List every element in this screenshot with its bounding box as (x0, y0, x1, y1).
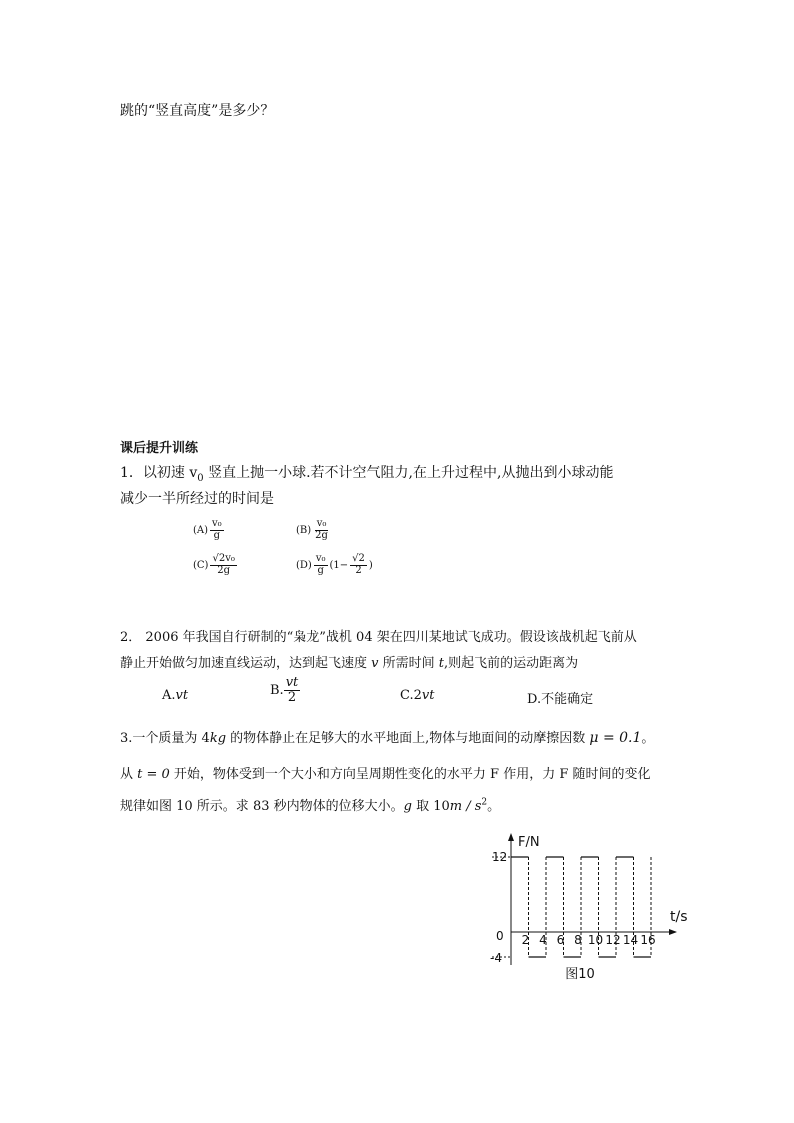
q3-line3-unit: m / s (449, 799, 482, 814)
q1-option-b-frac (313, 519, 330, 541)
q2-option-c (400, 688, 434, 703)
q2-option-d: D.不能确定 (527, 692, 594, 707)
x-tick-label: 14 (622, 933, 639, 947)
q1-option-a-num: v₀ (212, 518, 222, 529)
q2-line2 (120, 652, 578, 671)
q1-option-c-den: 2g (217, 564, 231, 576)
q1-line2: 减少一半所经过的时间是 (120, 491, 274, 507)
q1-line1-suffix: 竖直上抛一小球.若不计空气阻力,在上升过程中,从抛出到小球动能 (203, 465, 614, 481)
q1-option-d-frac (314, 554, 328, 576)
q1-option-b (296, 519, 330, 541)
q1-line1 (120, 462, 613, 484)
q1-option-a (193, 519, 224, 541)
q3-line3-a: 规律如图 10 所示。求 83 秒内物体的位移大小。 (120, 799, 404, 814)
x-tick-label: 4 (539, 933, 547, 947)
x-tick-label: 2 (521, 933, 530, 947)
q1-option-d-end: ) (368, 559, 373, 571)
section-title: 课后提升训练 (120, 441, 199, 456)
q2-option-a-val: vt (175, 688, 189, 703)
q2-line2-c: ,则起飞前的运动距离为 (444, 656, 579, 671)
y-axis-arrow (508, 833, 514, 841)
q1-option-c (193, 554, 237, 576)
x-tick-label: 16 (640, 933, 656, 947)
q3-line2-a: 从 (120, 767, 138, 782)
q2-option-c-val: vt (421, 688, 435, 703)
q3-line2-b: 开始，物体受到一个大小和方向呈周期性变化的水平力 F 作用，力 F 随时间的变化 (169, 767, 651, 782)
q2-option-b (270, 676, 300, 704)
y-tick-minus4: -4 (490, 951, 502, 965)
q1-line1-prefix: 1．以初速 v (120, 465, 198, 481)
figure-caption: 图10 (565, 967, 595, 982)
q1-option-d-num2: √2 (352, 553, 365, 564)
q3-line1 (120, 727, 654, 746)
x-tick-label: 10 (587, 933, 604, 947)
x-axis-arrow (669, 929, 677, 935)
y-axis-label: F/N (518, 835, 540, 850)
q1-option-d (296, 554, 373, 576)
top-line: 跳的“竖直高度”是多少？ (120, 103, 275, 119)
q1-line1-sub: 0 (197, 472, 204, 484)
q3-line3-g: g (403, 799, 412, 814)
q1-option-d-num: v₀ (315, 553, 326, 564)
q2-option-c-label: C.2 (400, 688, 422, 703)
x-tick-label: 12 (605, 933, 621, 947)
y-tick-0: 0 (496, 929, 504, 943)
q2-line2-t: t (438, 656, 444, 671)
q2-option-b-den: 2 (287, 689, 297, 705)
q2-option-b-num: vt (285, 675, 299, 690)
x-tick-label: 6 (556, 933, 565, 947)
q1-option-d-mid: (1− (329, 559, 349, 571)
q3-line1-b: 的物体静止在足够大的水平地面上,物体与地面间的动摩擦因数 (226, 731, 590, 746)
q3-line1-kg: kg (209, 731, 227, 746)
q3-line2-t0: t = 0 (137, 767, 170, 782)
q3-line3-b: 取 10 (411, 799, 450, 814)
q1-option-b-den: 2g (315, 529, 328, 541)
q2-line1: 2． 2006 年我国自行研制的“枭龙”战机 04 架在四川某地试飞成功。假设该战机起飞前从 (120, 630, 637, 645)
q1-option-d-den: g (317, 564, 324, 576)
q1-option-c-frac (210, 554, 236, 576)
q1-option-b-num: v₀ (316, 518, 327, 529)
q1-option-d-frac2 (350, 554, 367, 576)
q2-option-a-label: A. (162, 688, 176, 703)
q2-option-a (162, 688, 188, 703)
q2-option-b-frac (284, 676, 301, 704)
x-axis-label: t/s (670, 909, 688, 925)
q3-line1-a: 3.一个质量为 4 (120, 731, 210, 746)
q2-line2-v: v (371, 656, 379, 671)
q2-line2-b: 所需时间 (378, 656, 439, 671)
force-time-chart (480, 825, 705, 985)
q1-option-c-label: (C) (193, 559, 209, 571)
q1-option-a-label: (A) (193, 524, 209, 536)
q3-line1-mu: μ = 0.1 (589, 730, 642, 746)
q1-option-d-label: (D) (296, 559, 312, 571)
q1-option-d-den2: 2 (355, 564, 362, 576)
q2-option-b-label: B. (270, 682, 284, 698)
q3-line3 (120, 795, 500, 814)
q1-option-a-den: g (213, 529, 221, 541)
q3-line3-c: 。 (487, 799, 501, 814)
q1-option-b-label: (B) (296, 524, 312, 536)
q2-line2-a: 静止开始做匀加速直线运动，达到起飞速度 (120, 656, 372, 671)
y-tick-12: 12 (492, 850, 508, 864)
x-tick-label: 8 (574, 933, 582, 947)
q1-option-a-frac (210, 519, 224, 541)
q3-line3-exp: 2 (481, 797, 488, 808)
q3-line2 (120, 763, 651, 782)
q1-option-c-num: √2v₀ (212, 553, 235, 564)
q3-line1-c: 。 (641, 731, 655, 746)
